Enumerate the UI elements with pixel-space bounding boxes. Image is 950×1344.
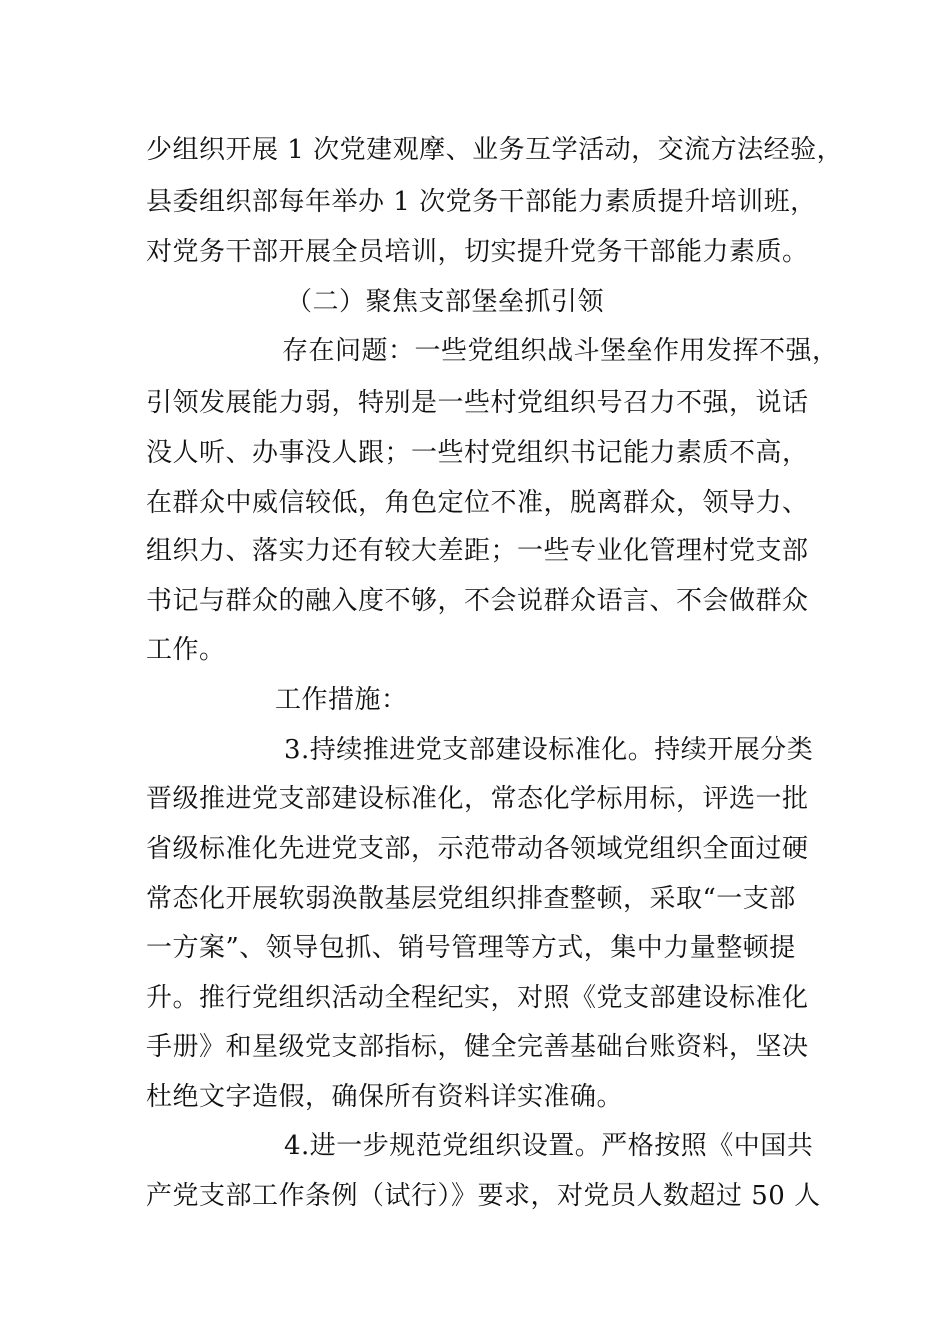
text-line: 县委组织部每年举办 1 次党务干部能力素质提升培训班， xyxy=(146,187,817,217)
text-line: 少组织开展 1 次党建观摩、业务互学活动，交流方法经验， xyxy=(146,135,844,165)
text-line: 引领发展能力弱，特别是一些村党组织号召力不强，说话 xyxy=(146,388,809,418)
text-line: 4.进一步规范党组织设置。严格按照《中国共 xyxy=(284,1131,814,1161)
text-line: 对党务干部开展全员培训，切实提升党务干部能力素质。 xyxy=(146,237,809,267)
subheading: 工作措施： xyxy=(275,685,408,715)
text-line: 3.持续推进党支部建设标准化。持续开展分类 xyxy=(284,735,814,765)
section-heading: （二）聚焦支部堡垒抓引领 xyxy=(286,287,605,317)
text-line: 升。推行党组织活动全程纪实，对照《党支部建设标准化 xyxy=(146,983,809,1013)
text-line: 组织力、落实力还有较大差距；一些专业化管理村党支部 xyxy=(146,536,809,566)
text-line: 在群众中威信较低，角色定位不准，脱离群众，领导力、 xyxy=(146,488,809,518)
text-line: 杜绝文字造假，确保所有资料详实准确。 xyxy=(146,1082,624,1112)
text-line: 产党支部工作条例（试行）》要求，对党员人数超过 50 人 xyxy=(146,1181,821,1211)
text-line: 手册》和星级党支部指标，健全完善基础台账资料，坚决 xyxy=(146,1032,809,1062)
text-line: 一方案”、领导包抓、销号管理等方式，集中力量整顿提 xyxy=(146,933,796,963)
text-line: 存在问题：一些党组织战斗堡垒作用发挥不强， xyxy=(282,336,839,366)
text-line: 工作。 xyxy=(146,635,226,665)
text-line: 书记与群众的融入度不够，不会说群众语言、不会做群众 xyxy=(146,586,809,616)
text-line: 省级标准化先进党支部，示范带动各领域党组织全面过硬 xyxy=(146,834,809,864)
text-line: 晋级推进党支部建设标准化，常态化学标用标，评选一批 xyxy=(146,784,809,814)
text-line: 常态化开展软弱涣散基层党组织排查整顿，采取“一支部 xyxy=(146,884,796,914)
text-line: 没人听、办事没人跟；一些村党组织书记能力素质不高， xyxy=(146,438,809,468)
